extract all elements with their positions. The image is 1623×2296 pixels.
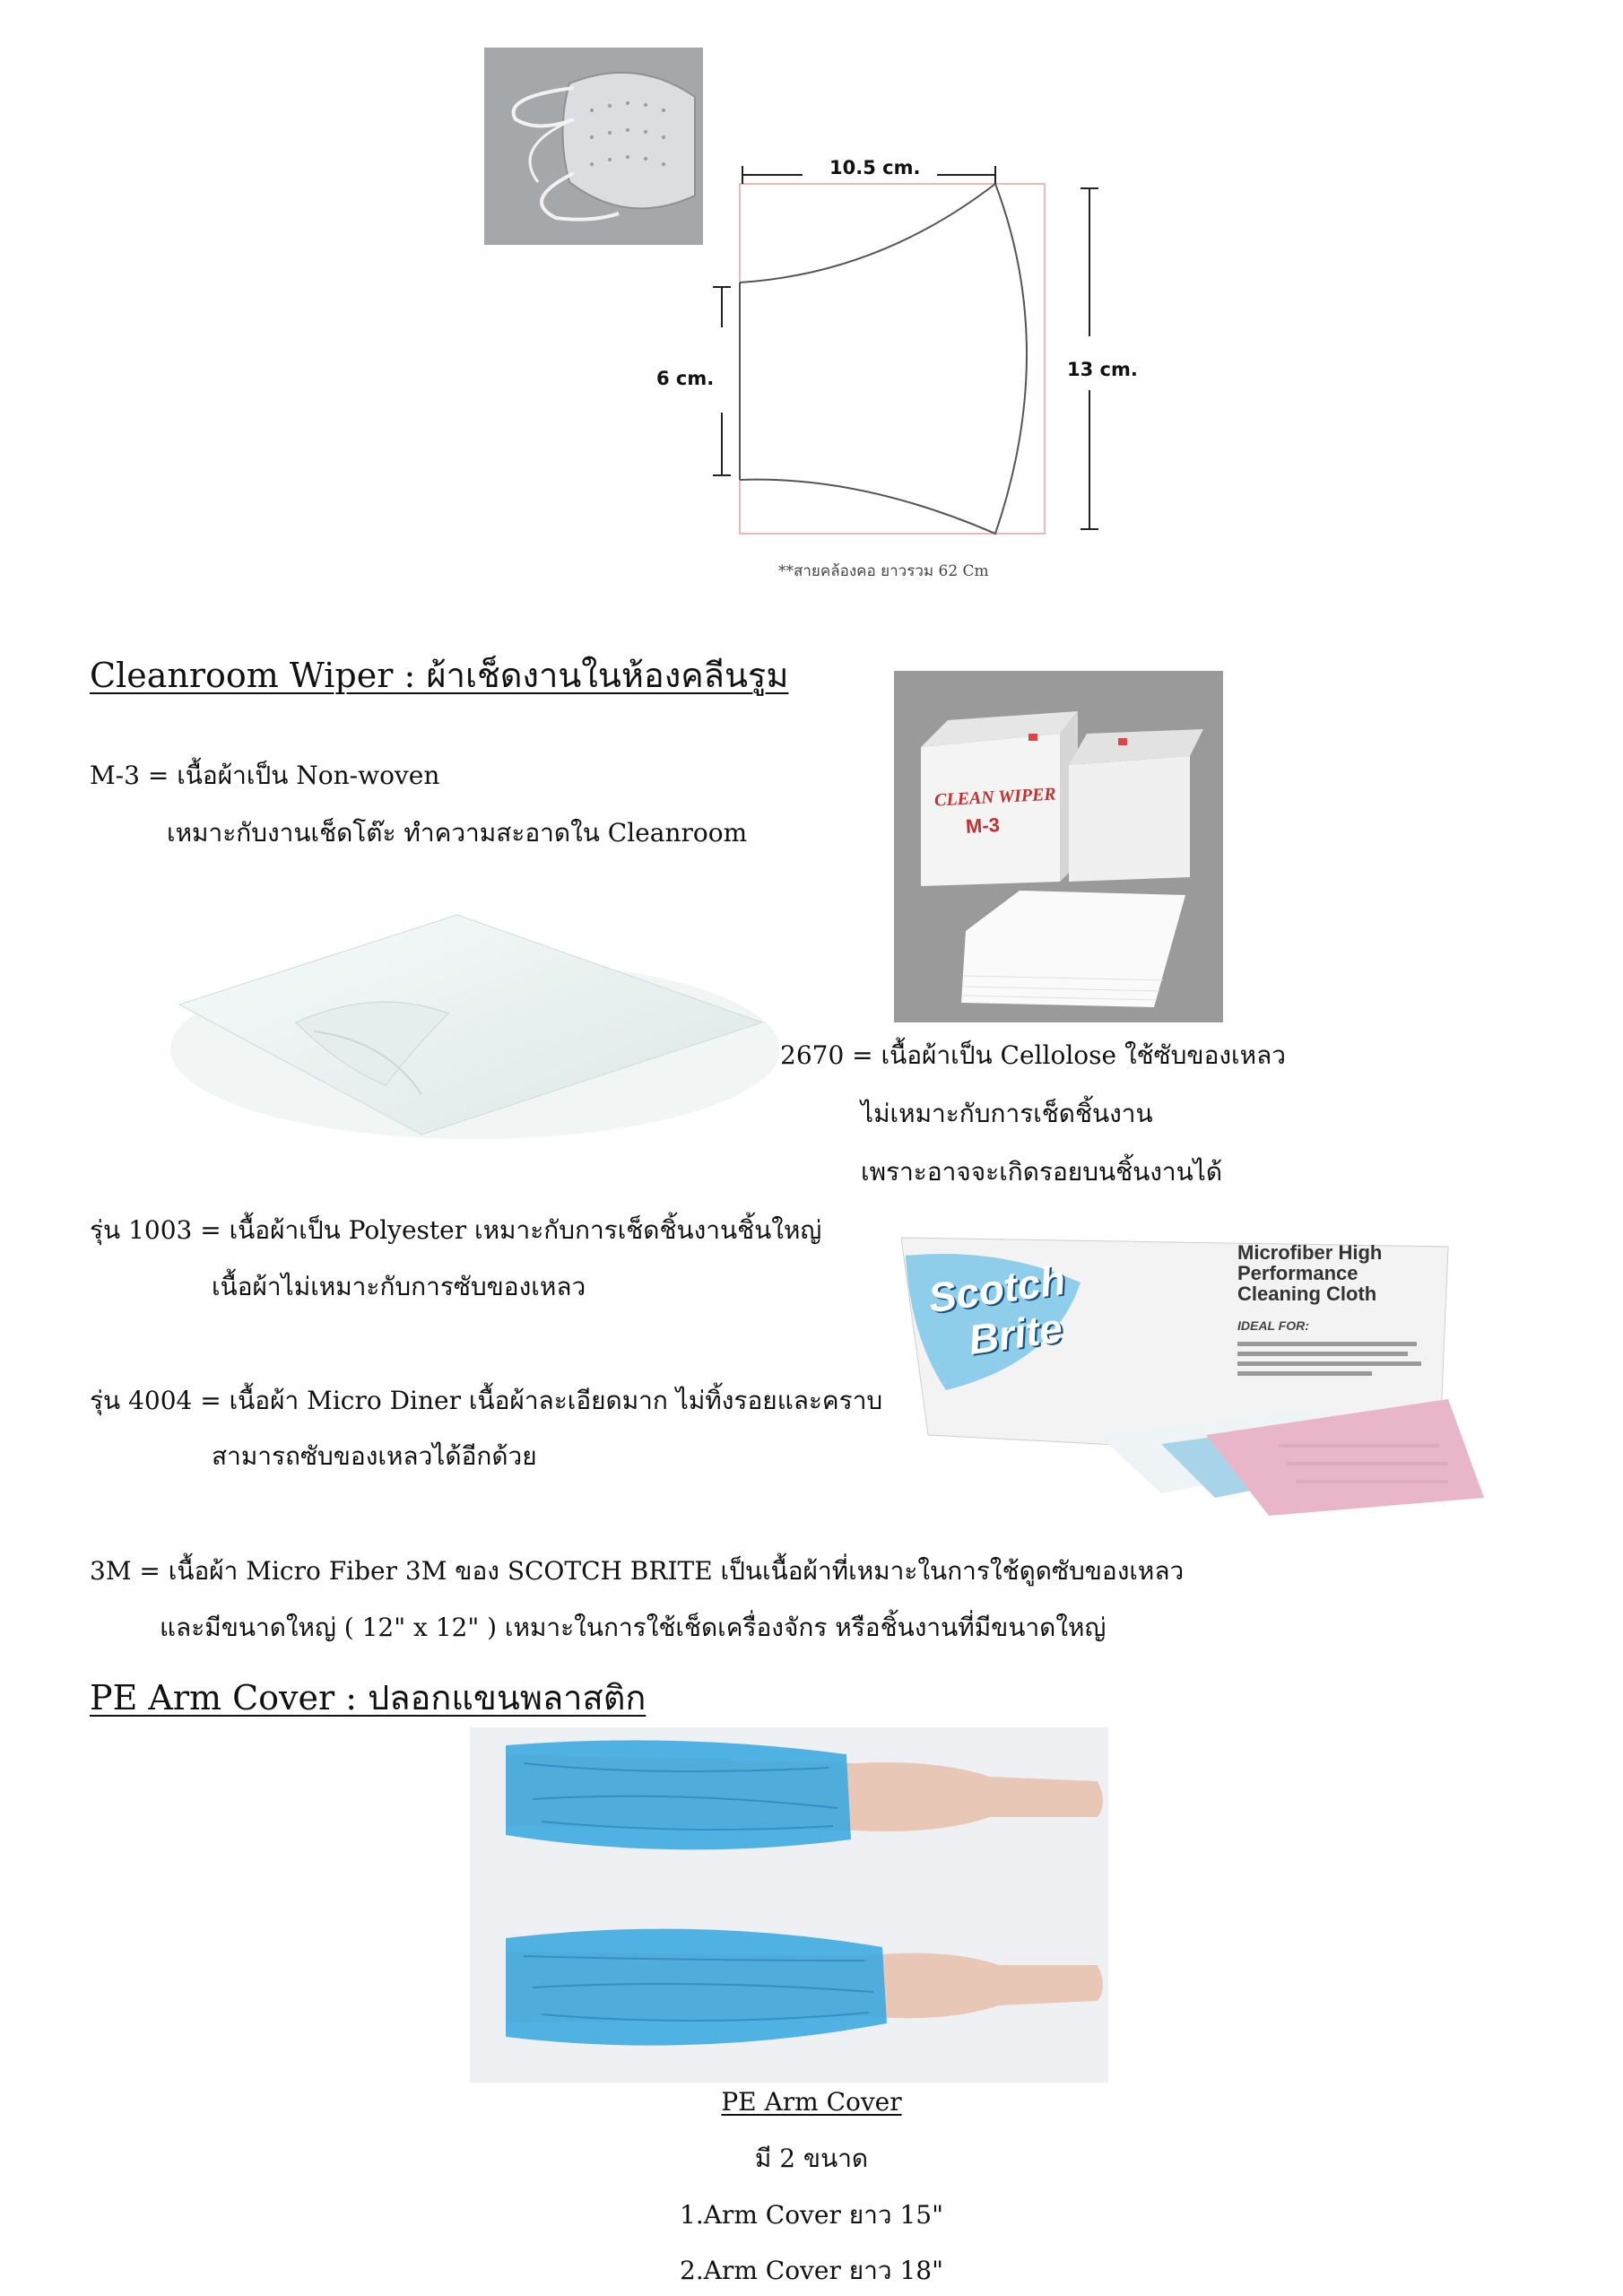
cellulose-wipe-photo: [152, 897, 780, 1148]
m3-line-2: เหมาะกับงานเช็ดโต๊ะ ทำความสะอาดใน Cleanroom: [167, 818, 748, 848]
arm-cover-size-2: 2.Arm Cover ยาว 18": [680, 2256, 943, 2285]
m3-line-1: M-3 = เนื้อผ้าเป็น Non-woven: [90, 761, 440, 790]
mask-strap-note: **สายคล้องคอ ยาวรวม 62 Cm: [778, 562, 989, 580]
r1003-line-2: เนื้อผ้าไม่เหมาะกับการซับของเหลว: [212, 1272, 586, 1301]
r4004-line-2: สามารถซับของเหลวได้อีกด้วย: [212, 1441, 537, 1471]
r3m-line-1: 3M = เนื้อผ้า Micro Fiber 3M ของ SCOTCH BRITE เป็นเนื้อผ้าที่เหมาะในการใช้ดูดซับของเหลว: [90, 1556, 1185, 1586]
c670-line-3: เพราะอาจจะเกิดรอยบนชิ้นงานได้: [861, 1157, 1223, 1187]
m3-wiper-photo: [894, 671, 1223, 1022]
scotch-brand-line-1: Scotch: [925, 1256, 1069, 1322]
scotch-ideal-list: [1237, 1336, 1426, 1381]
mask-dimension-diagram: [646, 144, 1148, 583]
dimension-right-label: 13 cm.: [1067, 359, 1138, 380]
scotch-product-title: Microfiber High Performance Cleaning Cloth: [1237, 1241, 1383, 1306]
scotch-brite-photo: [892, 1229, 1484, 1516]
dimension-left-label: 6 cm.: [656, 368, 715, 389]
dimension-top-label: 10.5 cm.: [829, 157, 921, 178]
cleanroom-heading: Cleanroom Wiper : ผ้าเช็ดงานในห้องคลีนรูม: [90, 656, 789, 695]
wiper-box-model: M-3: [965, 813, 1001, 838]
arm-cover-heading: PE Arm Cover : ปลอกแขนพลาสติก: [90, 1678, 647, 1718]
wiper-box-brand: CLEAN WIPER: [933, 784, 1057, 811]
c670-line-1: 2670 = เนื้อผ้าเป็น Cellolose ใช้ซับของเหลว: [780, 1040, 1286, 1070]
c670-line-2: ไม่เหมาะกับการเช็ดชิ้นงาน: [861, 1099, 1153, 1128]
arm-cover-size-1: 1.Arm Cover ยาว 15": [680, 2200, 943, 2230]
r1003-line-1: รุ่น 1003 = เนื้อผ้าเป็น Polyester เหมาะกับการเช็ดชิ้นงานชิ้นใหญ่: [90, 1215, 822, 1245]
arm-cover-sizes-label: มี 2 ขนาด: [754, 2144, 869, 2173]
r3m-line-2: และมีขนาดใหญ่ ( 12" x 12" ) เหมาะในการใช้เช็ดเครื่องจักร หรือชิ้นงานที่มีขนาดใหญ่: [160, 1613, 1107, 1642]
arm-cover-photo: [470, 1727, 1108, 2083]
scotch-ideal-for: IDEAL FOR:: [1237, 1318, 1309, 1333]
arm-cover-caption: PE Arm Cover: [721, 2087, 902, 2117]
r4004-line-1: รุ่น 4004 = เนื้อผ้า Micro Diner เนื้อผ้าละเอียดมาก ไม่ทิ้งรอยและคราบ: [90, 1386, 883, 1415]
scotch-brand-line-2: Brite: [965, 1303, 1065, 1364]
